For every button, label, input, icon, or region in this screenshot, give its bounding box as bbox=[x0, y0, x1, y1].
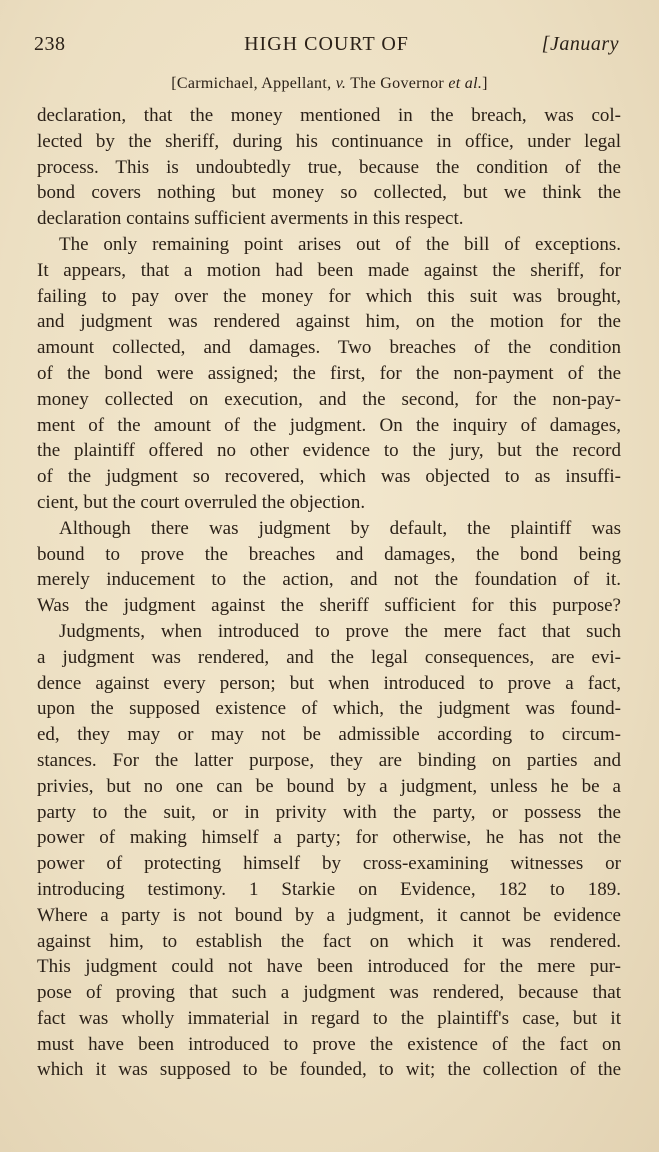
text-line: ment of the amount of the judgment. On the inquiry of damages, bbox=[37, 414, 621, 436]
text-line: and judgment was rendered against him, on the motion for the bbox=[37, 311, 621, 333]
case-caption bbox=[0, 75, 659, 93]
text-line: which it was supposed to be founded, to wit; the collection of the bbox=[37, 1059, 621, 1081]
running-head bbox=[34, 33, 619, 63]
text-line: money collected on execution, and the second, for the non-pay- bbox=[37, 388, 621, 410]
text-line: pose of proving that such a judgment was rendered, because that bbox=[37, 982, 621, 1004]
text-line: declaration, that the money mentioned in the breach, was col- bbox=[37, 105, 621, 126]
text-line: ed, they may or may not be admissible according to circum- bbox=[37, 724, 621, 746]
text-line: It appears, that a motion had been made against the sheriff, for bbox=[37, 259, 621, 281]
text-line: fact was wholly immaterial in regard to the plaintiff's case, but it bbox=[37, 1007, 621, 1029]
text-line: bound to prove the breaches and damages, the bond being bbox=[37, 543, 621, 565]
page-number: 238 bbox=[34, 33, 66, 55]
text-line: bond covers nothing but money so collected, but we think the bbox=[37, 182, 621, 204]
text-line: must have been introduced to prove the existence of the fact on bbox=[37, 1033, 621, 1055]
text-line: of the bond were assigned; the first, for the non-payment of the bbox=[37, 362, 621, 384]
text-line: stances. For the latter purpose, they are binding on parties and bbox=[37, 749, 621, 771]
text-line: cient, but the court overruled the objection. bbox=[37, 491, 366, 513]
text-line: dence against every person; but when introduced to prove a fact, bbox=[37, 672, 621, 694]
text-line: privies, but no one can be bound by a judgment, unless he be a bbox=[37, 775, 621, 797]
caption-middle: The Governor bbox=[346, 75, 449, 92]
text-line: The only remaining point arises out of the bill of exceptions. bbox=[59, 233, 621, 255]
text-line: lected by the sheriff, during his continuance in office, under legal bbox=[37, 130, 621, 152]
caption-versus: v. bbox=[335, 75, 347, 92]
text-line: declaration contains sufficient averments in this respect. bbox=[37, 208, 464, 230]
text-line: upon the supposed existence of which, the judgment was found- bbox=[37, 698, 621, 720]
text-line: the plaintiff offered no other evidence to the jury, but the record bbox=[37, 440, 621, 462]
text-line: This judgment could not have been introduced for the mere pur- bbox=[37, 956, 621, 978]
text-line: amount collected, and damages. Two breaches of the condition bbox=[37, 337, 621, 359]
text-line: against him, to establish the fact on which it was rendered. bbox=[37, 930, 621, 952]
caption-suffix: ] bbox=[482, 75, 488, 92]
term-label: [January bbox=[541, 33, 619, 55]
text-line: power of making himself a party; for otherwise, he has not the bbox=[37, 827, 621, 849]
text-line: of the judgment so recovered, which was objected to as insuffi- bbox=[37, 466, 621, 488]
text-line: party to the suit, or in privity with the party, or possess the bbox=[37, 801, 621, 823]
text-line: introducing testimony. 1 Starkie on Evidence, 182 to 189. bbox=[37, 878, 621, 900]
text-line: failing to pay over the money for which this suit was brought, bbox=[37, 285, 621, 307]
text-line: Although there was judgment by default, the plaintiff was bbox=[59, 517, 621, 539]
caption-et-al: et al. bbox=[448, 75, 483, 92]
text-line: a judgment was rendered, and the legal consequences, are evi- bbox=[37, 646, 621, 668]
body-text bbox=[37, 103, 621, 1083]
text-line: process. This is undoubtedly true, because the condition of the bbox=[37, 156, 621, 178]
text-line: Where a party is not bound by a judgment, it cannot be evidence bbox=[37, 904, 621, 926]
text-line: Judgments, when introduced to prove the mere fact that such bbox=[59, 620, 621, 642]
text-line: power of protecting himself by cross-examining witnesses or bbox=[37, 853, 621, 875]
text-line: Was the judgment against the sheriff sufficient for this purpose? bbox=[37, 595, 621, 617]
text-line: merely inducement to the action, and not the foundation of it. bbox=[37, 569, 621, 591]
page-title: HIGH COURT OF bbox=[244, 33, 409, 55]
caption-prefix: [Carmichael, Appellant, bbox=[171, 75, 336, 92]
